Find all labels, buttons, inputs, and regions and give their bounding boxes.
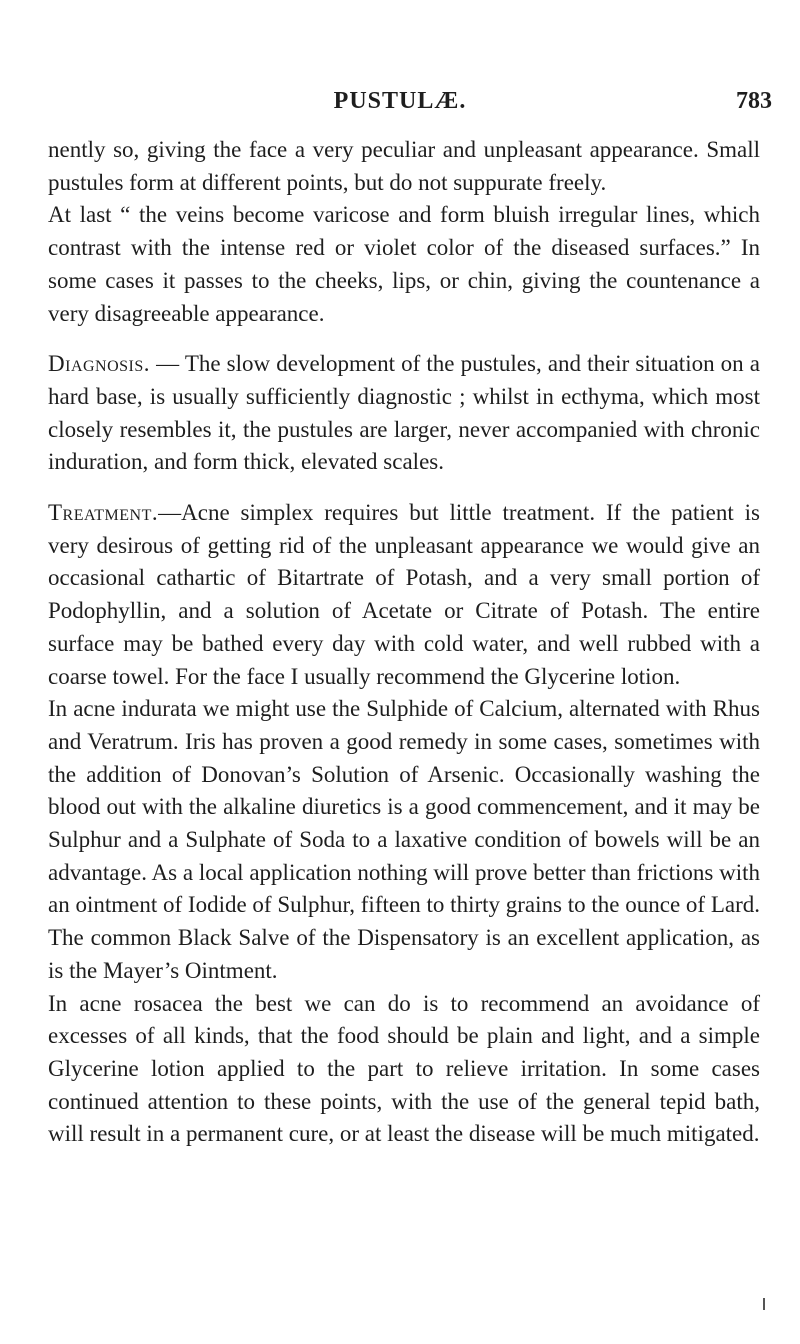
paragraph-text: nently so, giving the face a very peculiar and unpleasant appearance. Small pustules form at different points, but do not suppurate freely. bbox=[48, 137, 760, 195]
section-heading-diagnosis: Diagnosis. bbox=[48, 351, 151, 377]
paragraph-diagnosis bbox=[48, 348, 760, 479]
paragraph-text: In acne indurata we might use the Sulphide of Calcium, alternated with Rhus and Veratrum. Iris has proven a good remedy in some cases, sometimes with the addition of Donovan’s Solution of Arsenic. Occasionally washing the blood out with the alkaline diuretics is a good commencement, and it may be Sulphur and a Sulphate of Soda to a laxative condition of bowels will be an advantage. As a local application nothing will prove better than frictions with an ointment of Iodide of Sulphur, fifteen to thirty grains to the ounce of Lard. The common Black Salve of the Dispensatory is an excellent application, as is the Mayer’s Ointment. bbox=[48, 696, 760, 983]
paragraph-treatment bbox=[48, 497, 760, 693]
running-title: PUSTULÆ. bbox=[333, 88, 467, 114]
paragraph-text: —Acne simplex requires but little treatment. If the patient is very desirous of getting rid of the unpleasant appearance we would give an occasional cathartic of Bitartrate of Potash, and a very small portion of Podophyllin, and a solution of Acetate or Citrate of Potash. The entire surface may be bathed every day with cold water, and well rubbed with a coarse towel. For the face I usually recommend the Glycerine lotion. bbox=[48, 500, 760, 689]
paragraph-veins bbox=[48, 199, 760, 330]
running-head bbox=[0, 88, 800, 118]
body-text bbox=[48, 134, 760, 1151]
page-number: 783 bbox=[736, 88, 772, 114]
paragraph-text: — The slow development of the pustules, and their situation on a hard base, is usually sufficiently diagnostic ; whilst in ecthyma, which most closely resembles it, the pustules are larger, never accompanied with chronic induration, and form thick, elevated scales. bbox=[48, 351, 760, 475]
paragraph-acne-indurata bbox=[48, 693, 760, 987]
section-heading-treatment: Treatment. bbox=[48, 500, 159, 526]
paragraph-text: At last “ the veins become varicose and form bluish irregular lines, which contrast with the intense red or violet color of the diseased surfaces.” In some cases it passes to the cheeks, lips, or chin, giving the countenance a very disagreeable appearance. bbox=[48, 202, 760, 326]
paragraph-text: In acne rosacea the best we can do is to recommend an avoidance of excesses of all kinds, that the food should be plain and light, and a simple Glycerine lotion applied to the part to relieve irritation. In some cases continued attention to these points, with the use of the general tepid bath, will result in a permanent cure, or at least the disease will be much mitigated. bbox=[48, 990, 760, 1147]
paragraph-acne-rosacea bbox=[48, 988, 760, 1152]
paragraph-continuation bbox=[48, 134, 760, 199]
print-speck bbox=[763, 1298, 765, 1310]
